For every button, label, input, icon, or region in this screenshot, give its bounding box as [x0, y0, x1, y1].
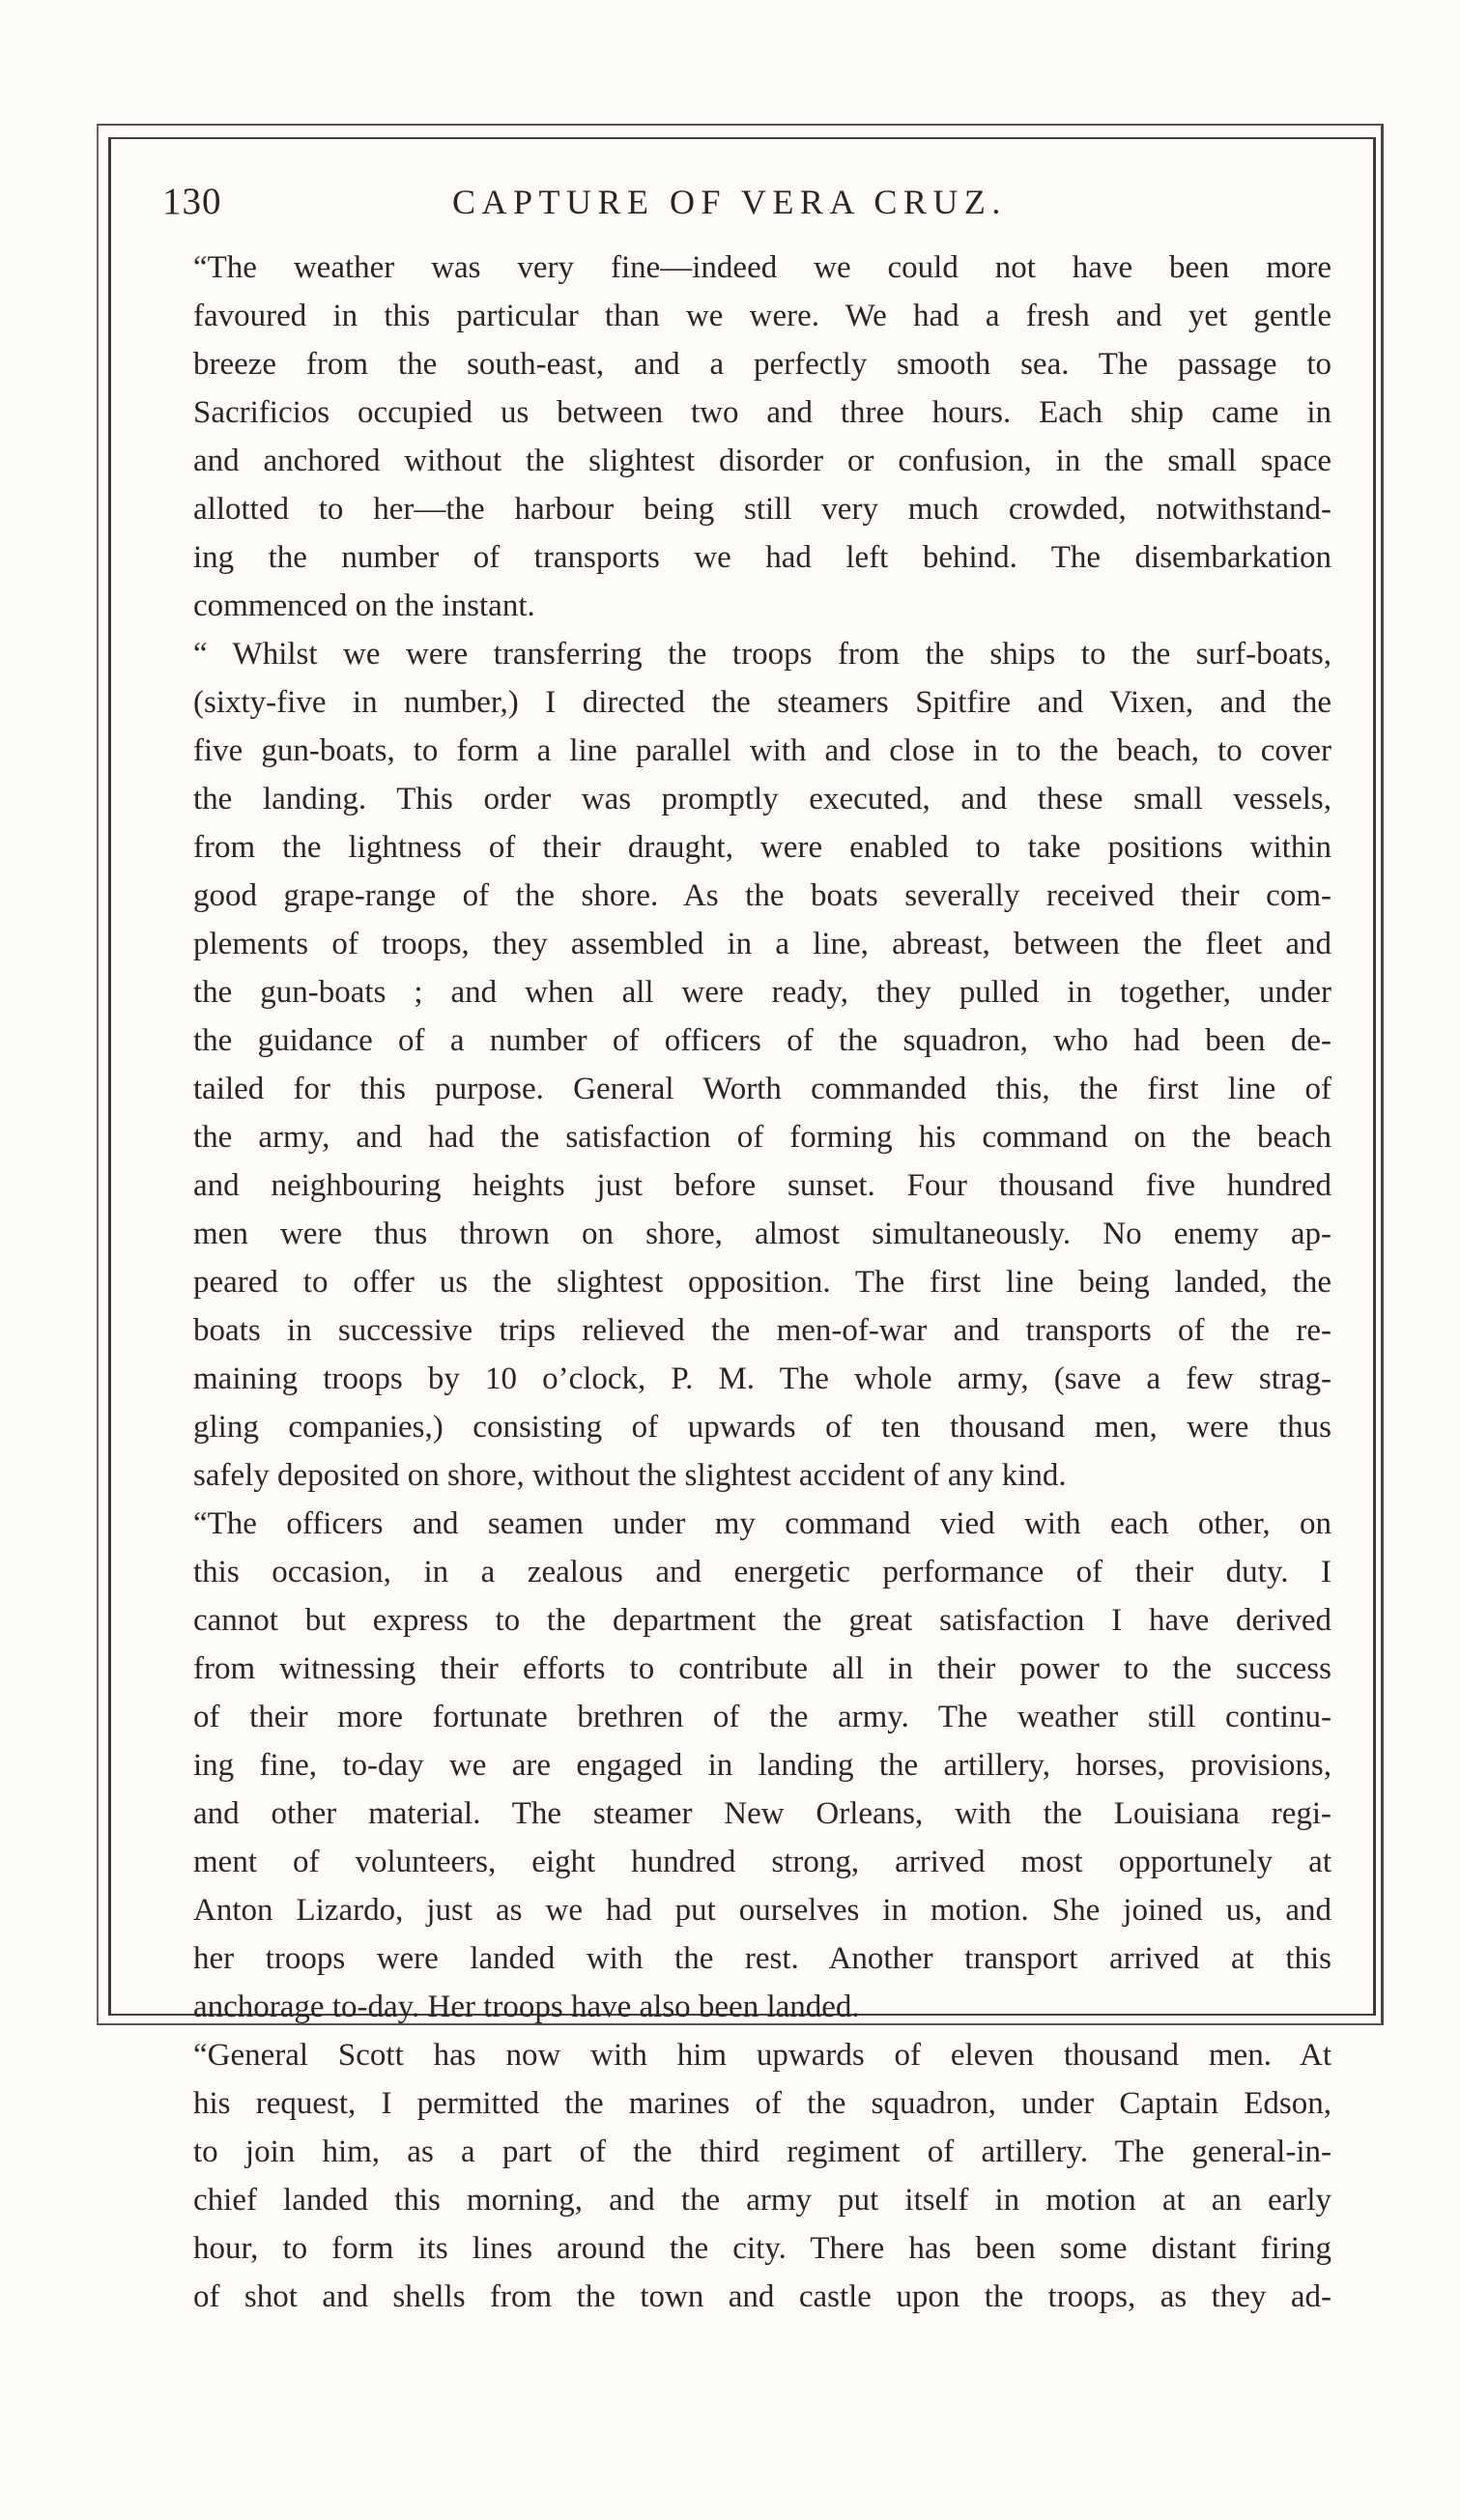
text-line: and other material. The steamer New Orleans, with the Louisiana regi-	[193, 1796, 1331, 1831]
text-line: the guidance of a number of officers of the squadron, who had been de-	[193, 1023, 1331, 1058]
text-line: commenced on the instant.	[193, 588, 535, 623]
text-line: plements of troops, they assembled in a line, abreast, between the fleet and	[193, 927, 1331, 961]
text-line: breeze from the south-east, and a perfectly smooth sea. The passage to	[193, 347, 1331, 382]
text-line: “General Scott has now with him upwards of eleven thousand men. At	[193, 2038, 1331, 2073]
text-line: and anchored without the slightest disorder or confusion, in the small space	[193, 444, 1331, 478]
text-line: of shot and shells from the town and castle upon the troops, as they ad-	[193, 2279, 1331, 2314]
text-line: tailed for this purpose. General Worth commanded this, the first line of	[193, 1072, 1331, 1106]
text-line: ment of volunteers, eight hundred strong, arrived most opportunely at	[193, 1845, 1331, 1879]
text-line: men were thus thrown on shore, almost simultaneously. No enemy ap-	[193, 1217, 1331, 1251]
text-line: cannot but express to the department the great satisfaction I have derived	[193, 1603, 1331, 1638]
text-line: five gun-boats, to form a line parallel with and close in to the beach, to cover	[193, 733, 1331, 768]
text-line: gling companies,) consisting of upwards of ten thousand men, were thus	[193, 1410, 1331, 1445]
text-line: (sixty-five in number,) I directed the steamers Spitfire and Vixen, and the	[193, 685, 1331, 720]
text-line: from witnessing their efforts to contribute all in their power to the success	[193, 1651, 1331, 1686]
text-line: the gun-boats ; and when all were ready, they pulled in together, under	[193, 975, 1331, 1010]
text-line: the army, and had the satisfaction of forming his command on the beach	[193, 1120, 1331, 1155]
text-line: chief landed this morning, and the army put itself in motion at an early	[193, 2183, 1331, 2218]
text-line: ing fine, to-day we are engaged in landing the artillery, horses, provisions,	[193, 1748, 1331, 1783]
text-line: “ Whilst we were transferring the troops from the ships to the surf-boats,	[193, 637, 1331, 672]
text-line: ing the number of transports we had left behind. The disembarkation	[193, 540, 1331, 575]
text-line: “The officers and seamen under my command vied with each other, on	[193, 1506, 1331, 1541]
text-line: maining troops by 10 o’clock, P. M. The whole army, (save a few strag-	[193, 1361, 1331, 1396]
text-line: to join him, as a part of the third regiment of artillery. The general-in-	[193, 2134, 1331, 2169]
text-line: Sacrificios occupied us between two and three hours. Each ship came in	[193, 395, 1331, 430]
text-line: this occasion, in a zealous and energetic performance of their duty. I	[193, 1555, 1331, 1589]
text-line: her troops were landed with the rest. Another transport arrived at this	[193, 1941, 1331, 1976]
text-line: of their more fortunate brethren of the army. The weather still continu-	[193, 1700, 1331, 1734]
text-line: peared to offer us the slightest opposition. The first line being landed, the	[193, 1265, 1331, 1300]
running-title: CAPTURE OF VERA CRUZ.	[452, 183, 1007, 221]
text-line: “The weather was very fine—indeed we could not have been more	[193, 250, 1331, 285]
text-line: his request, I permitted the marines of the squadron, under Captain Edson,	[193, 2086, 1331, 2121]
page-header	[162, 180, 1351, 228]
text-line: and neighbouring heights just before sunset. Four thousand five hundred	[193, 1168, 1331, 1203]
text-line: Anton Lizardo, just as we had put ourselves in motion. She joined us, and	[193, 1893, 1331, 1928]
text-line: allotted to her—the harbour being still very much crowded, notwithstand-	[193, 492, 1331, 527]
text-line: safely deposited on shore, without the slightest accident of any kind.	[193, 1458, 1067, 1493]
body-text	[193, 243, 1331, 2321]
text-line: from the lightness of their draught, were enabled to take positions within	[193, 830, 1331, 865]
page-number: 130	[162, 181, 222, 222]
text-line: anchorage to-day. Her troops have also been landed.	[193, 1990, 860, 2024]
text-line: hour, to form its lines around the city. There has been some distant firing	[193, 2231, 1331, 2266]
text-line: favoured in this particular than we were. We had a fresh and yet gentle	[193, 299, 1331, 333]
text-line: good grape-range of the shore. As the boats severally received their com-	[193, 878, 1331, 913]
text-line: boats in successive trips relieved the men-of-war and transports of the re-	[193, 1313, 1331, 1348]
text-line: the landing. This order was promptly executed, and these small vessels,	[193, 782, 1331, 816]
